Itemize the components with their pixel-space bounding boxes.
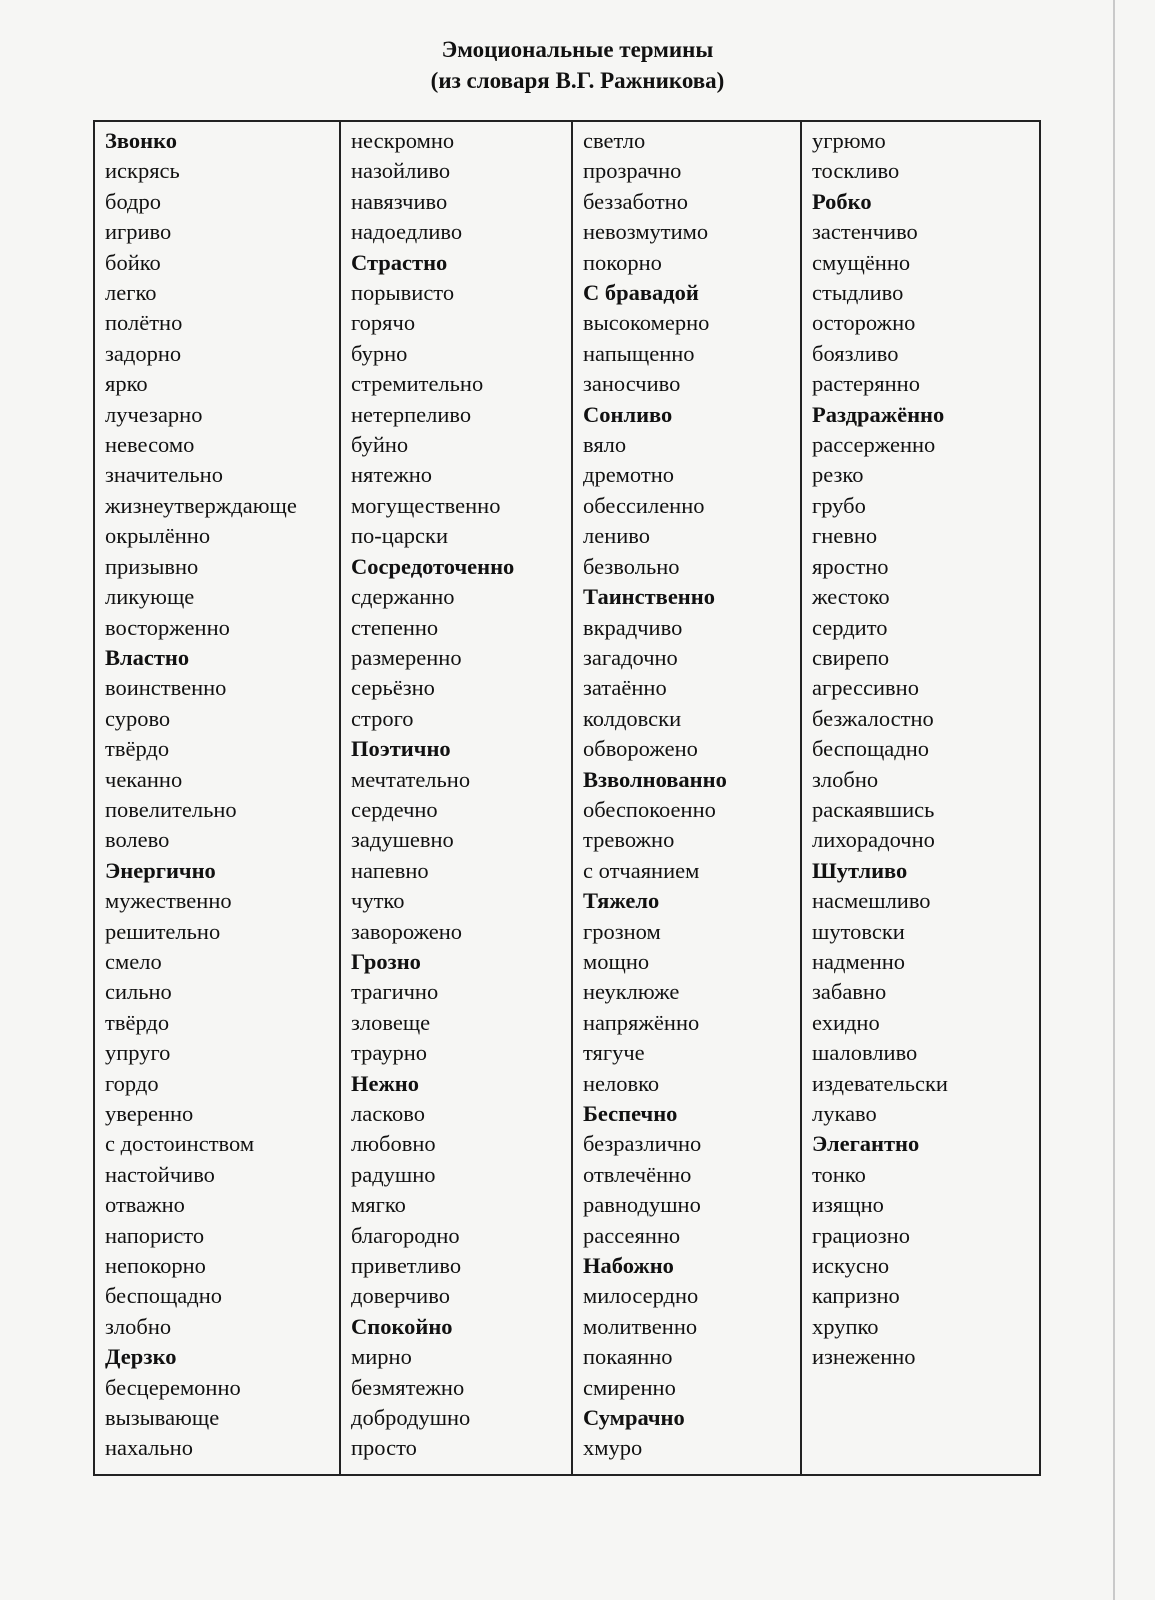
term: сильно	[105, 979, 172, 1005]
term: неуклюже	[583, 979, 680, 1005]
term: вяло	[583, 432, 627, 458]
term-group-heading: Элегантно	[812, 1131, 920, 1157]
term: с достоинством	[105, 1131, 255, 1157]
term-group-heading: Звонко	[105, 128, 178, 153]
term-group-heading: Нежно	[351, 1070, 420, 1096]
term: сердечно	[351, 796, 438, 822]
term: буйно	[351, 432, 409, 458]
term: задушевно	[351, 827, 454, 853]
term: повелительно	[105, 796, 237, 822]
term: мягко	[351, 1192, 406, 1218]
term-group-heading: Дерзко	[105, 1344, 177, 1370]
term: ласково	[351, 1101, 425, 1126]
term: радушно	[351, 1161, 436, 1187]
term: тягуче	[583, 1040, 645, 1066]
term: безразлично	[583, 1131, 702, 1157]
terms-column-3	[571, 122, 800, 1474]
term: надоедливо	[351, 219, 463, 245]
term-group-heading: Сумрачно	[583, 1405, 685, 1431]
term: осторожно	[812, 310, 916, 336]
term-group-heading: Грозно	[351, 948, 421, 974]
term: напевно	[351, 857, 429, 883]
term: светло	[583, 128, 646, 153]
term: загадочно	[583, 644, 678, 670]
term: хмуро	[583, 1435, 643, 1461]
term: грубо	[812, 492, 866, 518]
term: шаловливо	[812, 1040, 918, 1066]
term: задорно	[105, 340, 182, 366]
term: окрылённо	[105, 523, 211, 549]
term: беспощадно	[812, 736, 930, 762]
term: решительно	[105, 918, 221, 944]
term: лихорадочно	[812, 827, 935, 853]
term: ярко	[105, 371, 148, 397]
term: безжалостно	[812, 705, 934, 731]
term: агрессивно	[812, 675, 919, 701]
term: милосердно	[583, 1283, 699, 1309]
term: жестоко	[812, 584, 890, 610]
term: воинственно	[105, 675, 227, 701]
term: безвольно	[583, 553, 680, 579]
term: нахально	[105, 1435, 193, 1461]
term: насмешливо	[812, 888, 931, 914]
term: с отчаянием	[583, 857, 700, 883]
term: искусно	[812, 1253, 890, 1279]
terms-column-2	[339, 122, 571, 1474]
term: зловеще	[351, 1009, 431, 1035]
term: грозном	[583, 918, 661, 944]
term: призывно	[105, 553, 199, 579]
title-line-2: (из словаря В.Г. Ражникова)	[430, 68, 725, 93]
term-group-heading: Беспечно	[583, 1101, 678, 1126]
term: лучезарно	[105, 401, 203, 427]
term: мечтательно	[351, 766, 471, 792]
term: твёрдо	[105, 736, 170, 762]
term: серьёзно	[351, 675, 435, 701]
term: искрясь	[105, 158, 180, 184]
term: неловко	[583, 1070, 660, 1096]
term: бесцеремонно	[105, 1374, 241, 1400]
term-group-heading: Властно	[105, 644, 190, 670]
term: обеспокоенно	[583, 796, 716, 822]
term: лукаво	[812, 1101, 877, 1126]
term: невозмутимо	[583, 219, 709, 245]
term: нятежно	[351, 462, 433, 488]
term: отвлечённо	[583, 1161, 692, 1187]
term: тонко	[812, 1161, 866, 1187]
term: по-царски	[351, 523, 449, 549]
term: дремотно	[583, 462, 674, 488]
term: ликующе	[105, 584, 195, 610]
term: легко	[105, 280, 157, 306]
term: непокорно	[105, 1253, 206, 1279]
term: мирно	[351, 1344, 412, 1370]
term: нескромно	[351, 128, 455, 153]
term-group-heading: Энергично	[105, 857, 216, 883]
term: бурно	[351, 340, 408, 366]
term: забавно	[812, 979, 887, 1005]
term: резко	[812, 462, 864, 488]
term: хрупко	[812, 1313, 879, 1339]
term: полётно	[105, 310, 183, 336]
title-line-1: Эмоциональные термины	[441, 37, 714, 62]
term: прозрачно	[583, 158, 682, 184]
term: мужественно	[105, 888, 232, 914]
term: отважно	[105, 1192, 185, 1218]
terms-column-4	[800, 122, 1039, 1474]
term: злобно	[105, 1313, 172, 1339]
term: ехидно	[812, 1009, 880, 1035]
term: заносчиво	[583, 371, 681, 397]
term-group-heading: Поэтично	[351, 736, 451, 762]
term: уверенно	[105, 1101, 194, 1126]
term: бодро	[105, 188, 161, 214]
term: жизнеутверждающе	[105, 492, 297, 518]
term: навязчиво	[351, 188, 448, 214]
term: заворожено	[351, 918, 463, 944]
term: покорно	[583, 249, 662, 275]
term: любовно	[351, 1131, 436, 1157]
term: угрюмо	[812, 128, 886, 153]
term: беззаботно	[583, 188, 688, 214]
term: упруго	[105, 1040, 171, 1066]
term: надменно	[812, 948, 906, 974]
term: капризно	[812, 1283, 900, 1309]
term: назойливо	[351, 158, 451, 184]
term: шутовски	[812, 918, 905, 944]
term: нетерпеливо	[351, 401, 472, 427]
term-group-heading: Сонливо	[583, 401, 673, 427]
term: беспощадно	[105, 1283, 223, 1309]
term: обессиленно	[583, 492, 705, 518]
term: издевательски	[812, 1070, 948, 1096]
term: смущённо	[812, 249, 911, 275]
term: рассерженно	[812, 432, 936, 458]
term-group-heading: Тяжело	[583, 888, 660, 914]
term-group-heading: Робко	[812, 188, 872, 214]
term: смело	[105, 948, 162, 974]
term-group-heading: Сосредоточенно	[351, 553, 515, 579]
term: стыдливо	[812, 280, 904, 306]
term: безмятежно	[351, 1374, 465, 1400]
term: рассеянно	[583, 1222, 681, 1248]
term: обворожено	[583, 736, 698, 762]
term: игриво	[105, 219, 172, 245]
term: просто	[351, 1435, 417, 1461]
term: сурово	[105, 705, 171, 731]
term-group-heading: С бравадой	[583, 280, 699, 306]
term-group-heading: Шутливо	[812, 857, 908, 883]
term: растерянно	[812, 371, 920, 397]
term: покаянно	[583, 1344, 673, 1370]
term: изящно	[812, 1192, 884, 1218]
term: тревожно	[583, 827, 675, 853]
term: чеканно	[105, 766, 183, 792]
term: благородно	[351, 1222, 460, 1248]
term: вызывающе	[105, 1405, 220, 1431]
term: размеренно	[351, 644, 462, 670]
term: злобно	[812, 766, 879, 792]
term: трагично	[351, 979, 439, 1005]
term: равнодушно	[583, 1192, 701, 1218]
term: траурно	[351, 1040, 427, 1066]
term-group-heading: Таинственно	[583, 584, 715, 610]
term: свирепо	[812, 644, 890, 670]
term: напыщенно	[583, 340, 695, 366]
term: приветливо	[351, 1253, 462, 1279]
term: напряжённо	[583, 1009, 700, 1035]
term: напористо	[105, 1222, 205, 1248]
term: раскаявшись	[812, 796, 935, 822]
term-group-heading: Страстно	[351, 249, 448, 275]
term-group-heading: Взволнованно	[583, 766, 727, 792]
term: затаённо	[583, 675, 667, 701]
term: боязливо	[812, 340, 899, 366]
page-title	[0, 34, 1155, 96]
term: изнеженно	[812, 1344, 916, 1370]
term-group-heading: Раздражённо	[812, 401, 945, 427]
term-group-heading: Спокойно	[351, 1313, 453, 1339]
term: лениво	[583, 523, 651, 549]
term: вкрадчиво	[583, 614, 683, 640]
term: горячо	[351, 310, 416, 336]
term: доверчиво	[351, 1283, 450, 1309]
term: тоскливо	[812, 158, 900, 184]
page-edge	[1113, 0, 1115, 1600]
term: волево	[105, 827, 170, 853]
term: строго	[351, 705, 414, 731]
term: застенчиво	[812, 219, 918, 245]
term: мощно	[583, 948, 650, 974]
term: добродушно	[351, 1405, 471, 1431]
term: твёрдо	[105, 1009, 170, 1035]
term: бойко	[105, 249, 161, 275]
term: значительно	[105, 462, 223, 488]
term: восторженно	[105, 614, 230, 640]
term: настойчиво	[105, 1161, 215, 1187]
term: стремительно	[351, 371, 484, 397]
term-group-heading: Набожно	[583, 1253, 674, 1279]
term: чутко	[351, 888, 405, 914]
terms-column-1	[95, 122, 339, 1474]
terms-table	[93, 120, 1041, 1476]
term: яростно	[812, 553, 889, 579]
term: высокомерно	[583, 310, 710, 336]
term: сдержанно	[351, 584, 455, 610]
term: молитвенно	[583, 1313, 698, 1339]
term: могущественно	[351, 492, 501, 518]
term: смиренно	[583, 1374, 676, 1400]
term: грациозно	[812, 1222, 910, 1248]
term: гордо	[105, 1070, 159, 1096]
term: колдовски	[583, 705, 682, 731]
term: гневно	[812, 523, 878, 549]
term: сердито	[812, 614, 888, 640]
term: степенно	[351, 614, 439, 640]
term: невесомо	[105, 432, 195, 458]
term: порывисто	[351, 280, 455, 306]
